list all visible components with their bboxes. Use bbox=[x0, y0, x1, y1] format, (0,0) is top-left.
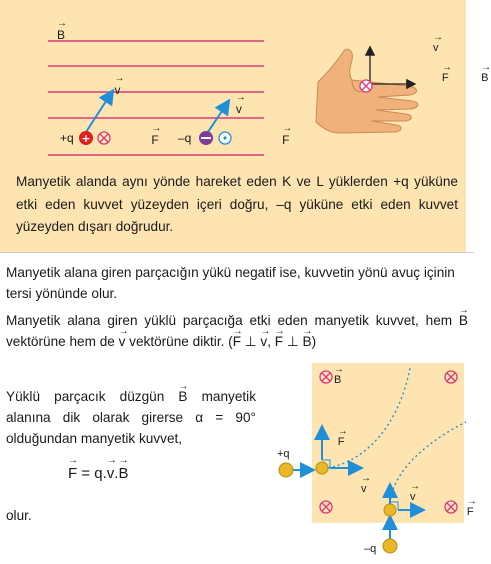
velocity-arrow-positive bbox=[86, 92, 112, 132]
force-formula: → F = q.→ v.→ B bbox=[68, 465, 128, 482]
charged-particles-diagram bbox=[270, 360, 470, 564]
force-label-positive: → F bbox=[151, 133, 158, 147]
right-force-label-2: → F bbox=[467, 506, 474, 518]
right-velocity-label-2: → v bbox=[410, 491, 416, 503]
hand-into-page-icon bbox=[360, 80, 372, 92]
right-force-label-1: → F bbox=[338, 436, 345, 448]
paragraph-perpendicular: Manyetik alana giren yüklü parçacığa etki eden manyetik kuvvet, hem → B vektörüne hem de → v vektörüne diktir. (→ F ⊥ → v, → F ⊥ → B) bbox=[6, 310, 468, 352]
hand-field-label: → B bbox=[481, 72, 488, 84]
positive-charge-at-entry bbox=[316, 462, 328, 474]
right-field-label: → B bbox=[334, 374, 341, 386]
velocity-label-positive: → v bbox=[114, 83, 120, 97]
into-page-icon bbox=[320, 501, 332, 513]
into-page-icon bbox=[98, 132, 110, 144]
force-label-negative: → F bbox=[282, 133, 289, 147]
into-page-icon bbox=[445, 371, 457, 383]
right-negative-label: –q bbox=[364, 543, 377, 555]
divider bbox=[0, 252, 474, 253]
conclusion-text: olur. bbox=[6, 508, 32, 523]
velocity-arrow-negative bbox=[208, 102, 228, 132]
into-page-icon bbox=[320, 371, 332, 383]
velocity-label-negative: → v bbox=[236, 102, 242, 116]
negative-charge-label: –q bbox=[178, 131, 192, 145]
svg-text:+: + bbox=[81, 132, 91, 145]
paragraph-negative-charge: Manyetik alana giren parçacığın yükü negatif ise, kuvvetin yönü avuç içinin tersi yönünde olur. bbox=[6, 265, 455, 301]
top-illustration-panel bbox=[0, 0, 489, 252]
hand-force-label: → F bbox=[442, 72, 449, 84]
right-positive-label: +q bbox=[277, 448, 290, 460]
positive-charge-label: +q bbox=[60, 131, 74, 145]
right-velocity-label-1: → v bbox=[361, 483, 367, 495]
negative-charge bbox=[383, 539, 397, 553]
field-label: → B bbox=[57, 28, 65, 42]
top-caption: Manyetik alanda aynı yönde hareket eden K ve L yüklerden +q yüküne etki eden kuvvet yüzeyden içeri doğru, –q yüküne etki eden kuvvet yüzeyden dışarı doğrudur. bbox=[16, 174, 458, 234]
into-page-icon bbox=[445, 501, 457, 513]
positive-charge bbox=[279, 463, 293, 477]
hand-velocity-label: → v bbox=[433, 42, 439, 54]
negative-charge-at-entry bbox=[384, 504, 396, 516]
negative-charge-trajectory bbox=[390, 422, 466, 504]
out-of-page-icon bbox=[219, 132, 231, 144]
paragraph-uniform-field: Yüklü parçacık düzgün → B manyetik alanına dik olarak girerse α = 90° olduğundan manyetik kuvvet, bbox=[6, 386, 256, 449]
